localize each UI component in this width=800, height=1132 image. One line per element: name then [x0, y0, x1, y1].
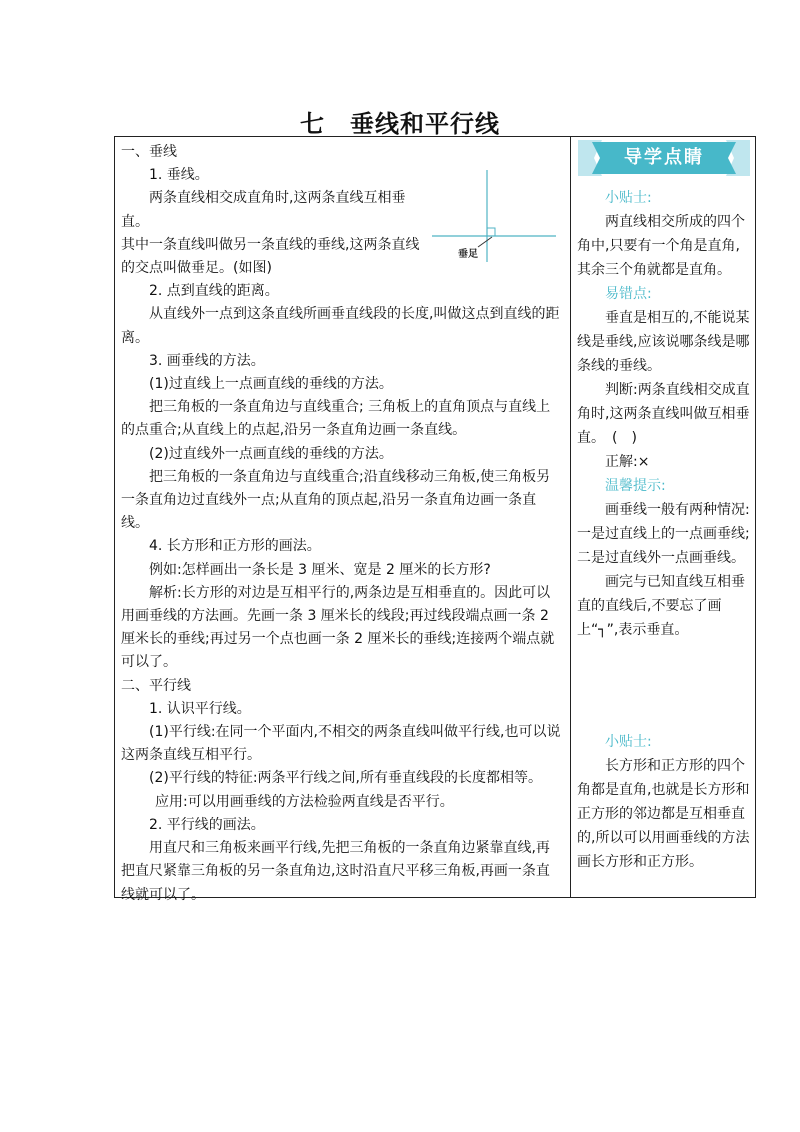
judge-answer: 正解:× — [605, 454, 650, 470]
subheading-distance: 2. 点到直线的距离。 — [149, 283, 279, 300]
page-title: 七 垂线和平行线 — [300, 110, 500, 138]
tip-text: 两直线相交所成的四个角中,只要有一个角是直角,其余三个角就都是直角。 — [577, 214, 745, 278]
subheading-parallel: 1. 认识平行线。 — [149, 700, 251, 717]
paragraph: 从直线外一点到这条直线所画垂直线段的长度,叫做这点到直线的距离。 — [121, 306, 560, 346]
paragraph: 其中一条直线叫做另一条直线的垂线,这两条直线 — [121, 236, 420, 253]
method-item: (2)过直线外一点画直线的垂线的方法。 — [149, 445, 393, 462]
error-text: 垂直是相互的,不能说某线是垂线,应该说哪条线是哪条线的垂线。 — [577, 310, 750, 374]
tip-label: 小贴士: — [605, 734, 652, 750]
foot-label: 垂足 — [458, 249, 478, 260]
main-column — [121, 141, 563, 907]
paragraph: 把三角板的一条直角边与直线重合; 三角板上的直角顶点与直线上的点重合;从直线上的点起,沿另一条直角边画一条直线。 — [121, 399, 551, 439]
paragraph: (2)平行线的特征:两条平行线之间,所有垂直线段的长度都相等。 — [149, 770, 542, 787]
example-question: 例如:怎样画出一条长是 3 厘米、宽是 2 厘米的长方形? — [149, 561, 491, 578]
guide-badge — [578, 140, 750, 176]
method-item: (1)过直线上一点画直线的垂线的方法。 — [149, 376, 393, 393]
paragraph: 应用:可以用画垂线的方法检验两直线是否平行。 — [155, 793, 454, 810]
tip-text: 长方形和正方形的四个角都是直角,也就是长方形和正方形的邻边都是互相垂直的,所以可以用画垂线的方法画长方形和正方形。 — [577, 758, 750, 870]
judge-text: 判断:两条直线相交成直角时,这两条直线叫做互相垂直。 ( ) — [577, 382, 750, 446]
paragraph: 用直尺和三角板来画平行线,先把三角板的一条直角边紧靠直线,再把直尺紧靠三角板的另一条直角边,这时沿直尺平移三角板,再画一条直线就可以了。 — [121, 840, 550, 903]
warm-tip-text: 画垂线一般有两种情况:一是过直线上的一点画垂线;二是过直线外一点画垂线。 — [577, 502, 750, 566]
tip-label: 小贴士: — [605, 190, 652, 206]
paragraph: (1)平行线:在同一个平面内,不相交的两条直线叫做平行线,也可以说这两条直线互相平行。 — [121, 724, 561, 764]
subheading-parallel-drawing: 2. 平行线的画法。 — [149, 816, 265, 833]
side-column — [577, 140, 751, 874]
subheading-method: 3. 画垂线的方法。 — [149, 352, 265, 369]
column-divider — [570, 136, 571, 898]
paragraph: 两条直线相交成直角时,这两条直线互相垂直。 — [121, 190, 406, 230]
example-answer: 解析:长方形的对边是互相平行的,两条边是互相垂直的。因此可以用画垂线的方法画。先画一条 3 厘米长的线段;再过线段端点画一条 2 厘米长的垂线;再过另一个点也画一条 2 厘米长的垂线;连接两个端点就可以了。 — [121, 584, 555, 671]
paragraph: 的交点叫做垂足。(如图) — [121, 260, 272, 277]
paragraph: 把三角板的一条直角边与直线重合;沿直线移动三角板,使三角板另一条直角边过直线外一点;从直角的顶点起,沿另一条直角边画一条直线。 — [121, 468, 551, 532]
subheading-perpendicular: 1. 垂线。 — [149, 167, 209, 184]
error-label: 易错点: — [605, 286, 652, 302]
warm-tip-label: 温馨提示: — [605, 478, 666, 494]
warm-tip-text: 画完与已知直线互相垂直的直线后,不要忘了画上“┐”,表示垂直。 — [577, 574, 745, 638]
section-heading-perpendicular: 一、垂线 — [121, 144, 177, 160]
badge-label: 导学点睛 — [624, 147, 704, 168]
subheading-rectangle: 4. 长方形和正方形的画法。 — [149, 538, 321, 555]
section-heading-parallel: 二、平行线 — [121, 677, 191, 694]
